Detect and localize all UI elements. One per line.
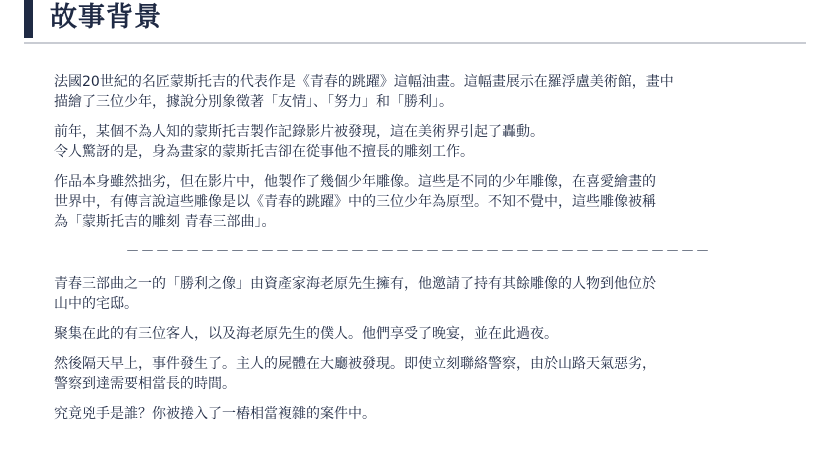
paragraph-line: 描繪了三位少年，據說分別象徵著「友情」、「努力」和「勝利」。 [54,94,453,110]
story-content [54,72,782,434]
paragraph-line: 警察到達需要相當長的時間。 [54,376,236,392]
paragraph-line: 前年，某個不為人知的蒙斯托吉製作記錄影片被發現，這在美術界引起了轟動。 [54,124,544,140]
paragraph-line: 聚集在此的有三位客人，以及海老原先生的僕人。他們享受了晚宴，並在此過夜。 [54,326,558,342]
story-paragraph [54,324,782,344]
story-paragraph [54,404,782,424]
paragraph-line: 青春三部曲之一的「勝利之像」由資產家海老原先生擁有，他邀請了持有其餘雕像的人物到他位於 [54,276,656,292]
story-paragraph [54,72,782,112]
paragraph-line: 然後隔天早上，事件發生了。主人的屍體在大廳被發現。即使立刻聯絡警察，由於山路天氣惡劣， [54,356,656,372]
story-paragraph [54,122,782,162]
paragraph-line: 作品本身雖然拙劣，但在影片中，他製作了幾個少年雕像。這些是不同的少年雕像，在喜愛繪畫的 [54,174,656,190]
page-header [24,0,806,44]
paragraph-line: 為「蒙斯托吉的雕刻 青春三部曲」。 [54,214,276,230]
title-accent-bar [24,0,33,38]
section-divider: －－－－－－－－－－－－－－－－－－－－－－－－－－－－－－－－－－－－－－－ [125,244,711,260]
paragraph-line: 法國20世紀的名匠蒙斯托吉的代表作是《青春的跳躍》這幅油畫。這幅畫展示在羅浮盧美術館，畫中 [54,74,674,90]
paragraph-line: 山中的宅邸。 [54,296,138,312]
page-title: 故事背景 [50,2,162,33]
story-paragraph [54,274,782,314]
paragraph-line: 世界中，有傳言說這些雕像是以《青春的跳躍》中的三位少年為原型。不知不覺中，這些雕像被稱 [54,194,656,210]
paragraph-line: 令人驚訝的是，身為畫家的蒙斯托吉卻在從事他不擅長的雕刻工作。 [54,144,474,160]
story-paragraph [54,354,782,394]
paragraph-line: 究竟兇手是誰？你被捲入了一樁相當複雜的案件中。 [54,406,376,422]
story-paragraph [54,172,782,232]
